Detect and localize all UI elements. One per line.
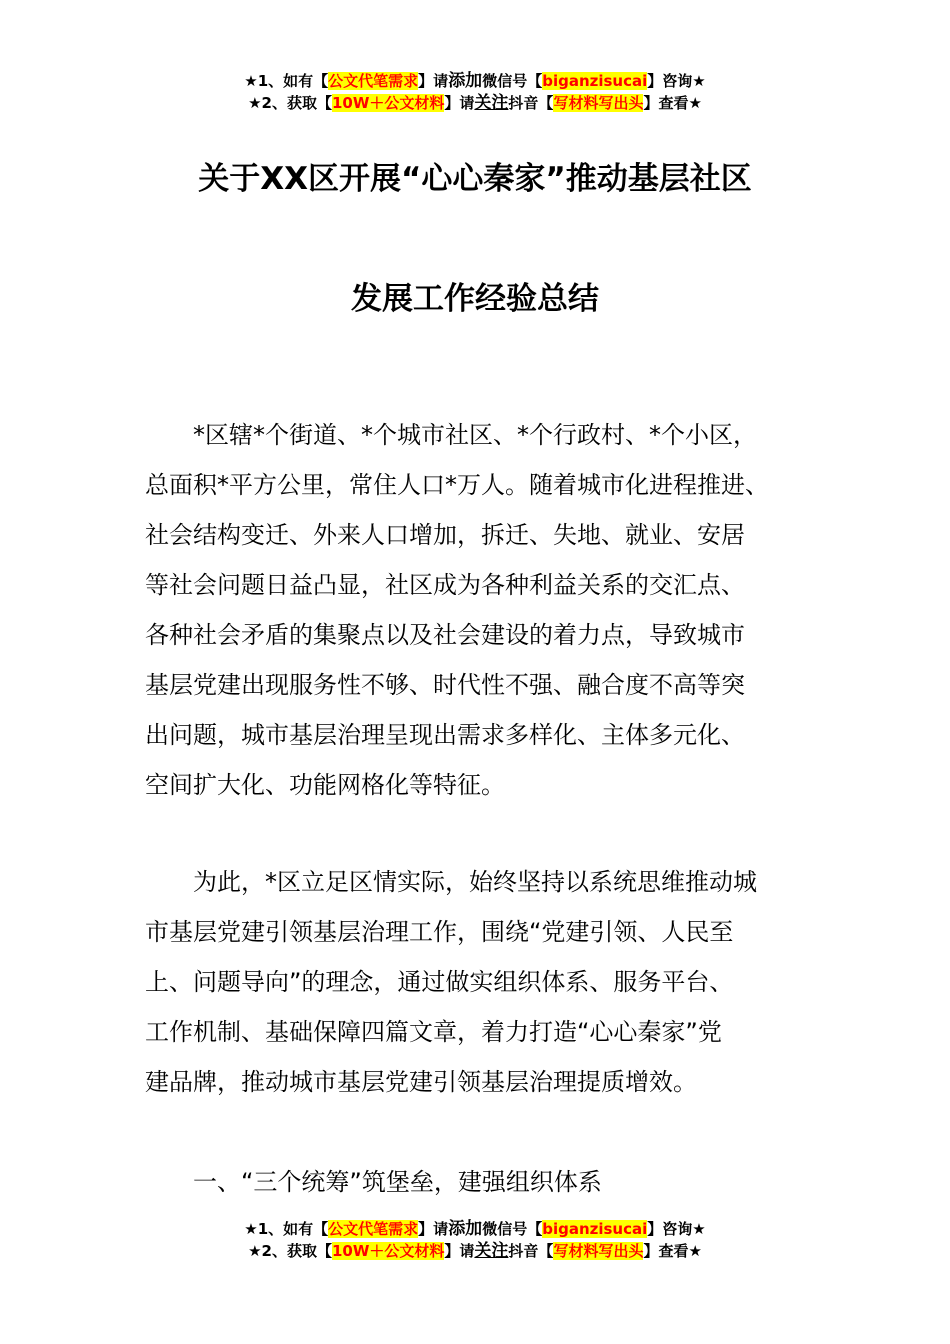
highlight-materials: 10W＋公文材料 xyxy=(331,94,445,112)
text-line: 空间扩大化、功能网格化等特征。 xyxy=(145,771,505,799)
banner-text: 】请 xyxy=(418,1220,449,1238)
highlight-service: 公文代笔需求 xyxy=(328,72,419,90)
text-line: 各种社会矛盾的集聚点以及社会建设的着力点，导致城市 xyxy=(145,621,745,649)
text-line: *区辖*个街道、*个城市社区、*个行政村、*个小区， xyxy=(145,421,757,449)
banner-line-2 xyxy=(0,92,950,114)
text-line: 社会结构变迁、外来人口增加，拆迁、失地、就业、安居 xyxy=(145,521,745,549)
banner-text: ★1、如有【 xyxy=(244,1220,329,1238)
text-line: 为此，*区立足区情实际，始终坚持以系统思维推动城 xyxy=(145,868,757,896)
paragraph-1 xyxy=(145,410,807,810)
banner-text: ★1、如有【 xyxy=(244,72,329,90)
banner-emphasis: 关注 xyxy=(474,93,509,113)
banner-line-2 xyxy=(0,1240,950,1262)
header-banner xyxy=(0,70,950,114)
document-title-line-1: 关于XX区开展“心心秦家”推动基层社区 xyxy=(198,161,752,197)
banner-text: 】请 xyxy=(418,72,449,90)
text-line: 上、问题导向”的理念，通过做实组织体系、服务平台、 xyxy=(145,968,734,996)
highlight-service: 公文代笔需求 xyxy=(328,1220,419,1238)
banner-text: 微信号【 xyxy=(482,72,543,90)
section-heading: 一、“三个统筹”筑堡垒，建强组织体系 xyxy=(193,1168,602,1196)
banner-text: 】请 xyxy=(444,94,475,112)
banner-text: 】查看★ xyxy=(643,94,702,112)
text-line: 市基层党建引领基层治理工作，围绕“党建引领、人民至 xyxy=(145,918,734,946)
banner-emphasis: 添加 xyxy=(448,1219,483,1239)
banner-text: 抖音【 xyxy=(508,94,554,112)
highlight-wechat-id: biganzisucai xyxy=(542,1220,648,1238)
banner-text: 抖音【 xyxy=(508,1242,554,1260)
highlight-douyin-account: 写材料写出头 xyxy=(553,94,644,112)
banner-emphasis: 关注 xyxy=(474,1241,509,1261)
text-line: 出问题，城市基层治理呈现出需求多样化、主体多元化、 xyxy=(145,721,745,749)
banner-text: 】请 xyxy=(444,1242,475,1260)
banner-emphasis: 添加 xyxy=(448,71,483,91)
banner-text: 】咨询★ xyxy=(647,72,706,90)
footer-banner xyxy=(0,1218,950,1262)
text-line: 总面积*平方公里，常住人口*万人。随着城市化进程推进、 xyxy=(145,471,769,499)
highlight-materials: 10W＋公文材料 xyxy=(331,1242,445,1260)
banner-line-1 xyxy=(0,1218,950,1240)
highlight-wechat-id: biganzisucai xyxy=(542,72,648,90)
banner-text: ★2、获取【 xyxy=(248,94,332,112)
text-line: 基层党建出现服务性不够、时代性不强、融合度不高等突 xyxy=(145,671,745,699)
paragraph-2 xyxy=(145,857,807,1107)
banner-text: 】咨询★ xyxy=(647,1220,706,1238)
text-line: 等社会问题日益凸显，社区成为各种利益关系的交汇点、 xyxy=(145,571,745,599)
highlight-douyin-account: 写材料写出头 xyxy=(553,1242,644,1260)
document-title-line-2: 发展工作经验总结 xyxy=(351,281,599,317)
banner-text: 微信号【 xyxy=(482,1220,543,1238)
banner-line-1 xyxy=(0,70,950,92)
banner-text: ★2、获取【 xyxy=(248,1242,332,1260)
text-line: 工作机制、基础保障四篇文章，着力打造“心心秦家”党 xyxy=(145,1018,722,1046)
banner-text: 】查看★ xyxy=(643,1242,702,1260)
text-line: 建品牌，推动城市基层党建引领基层治理提质增效。 xyxy=(145,1068,697,1096)
